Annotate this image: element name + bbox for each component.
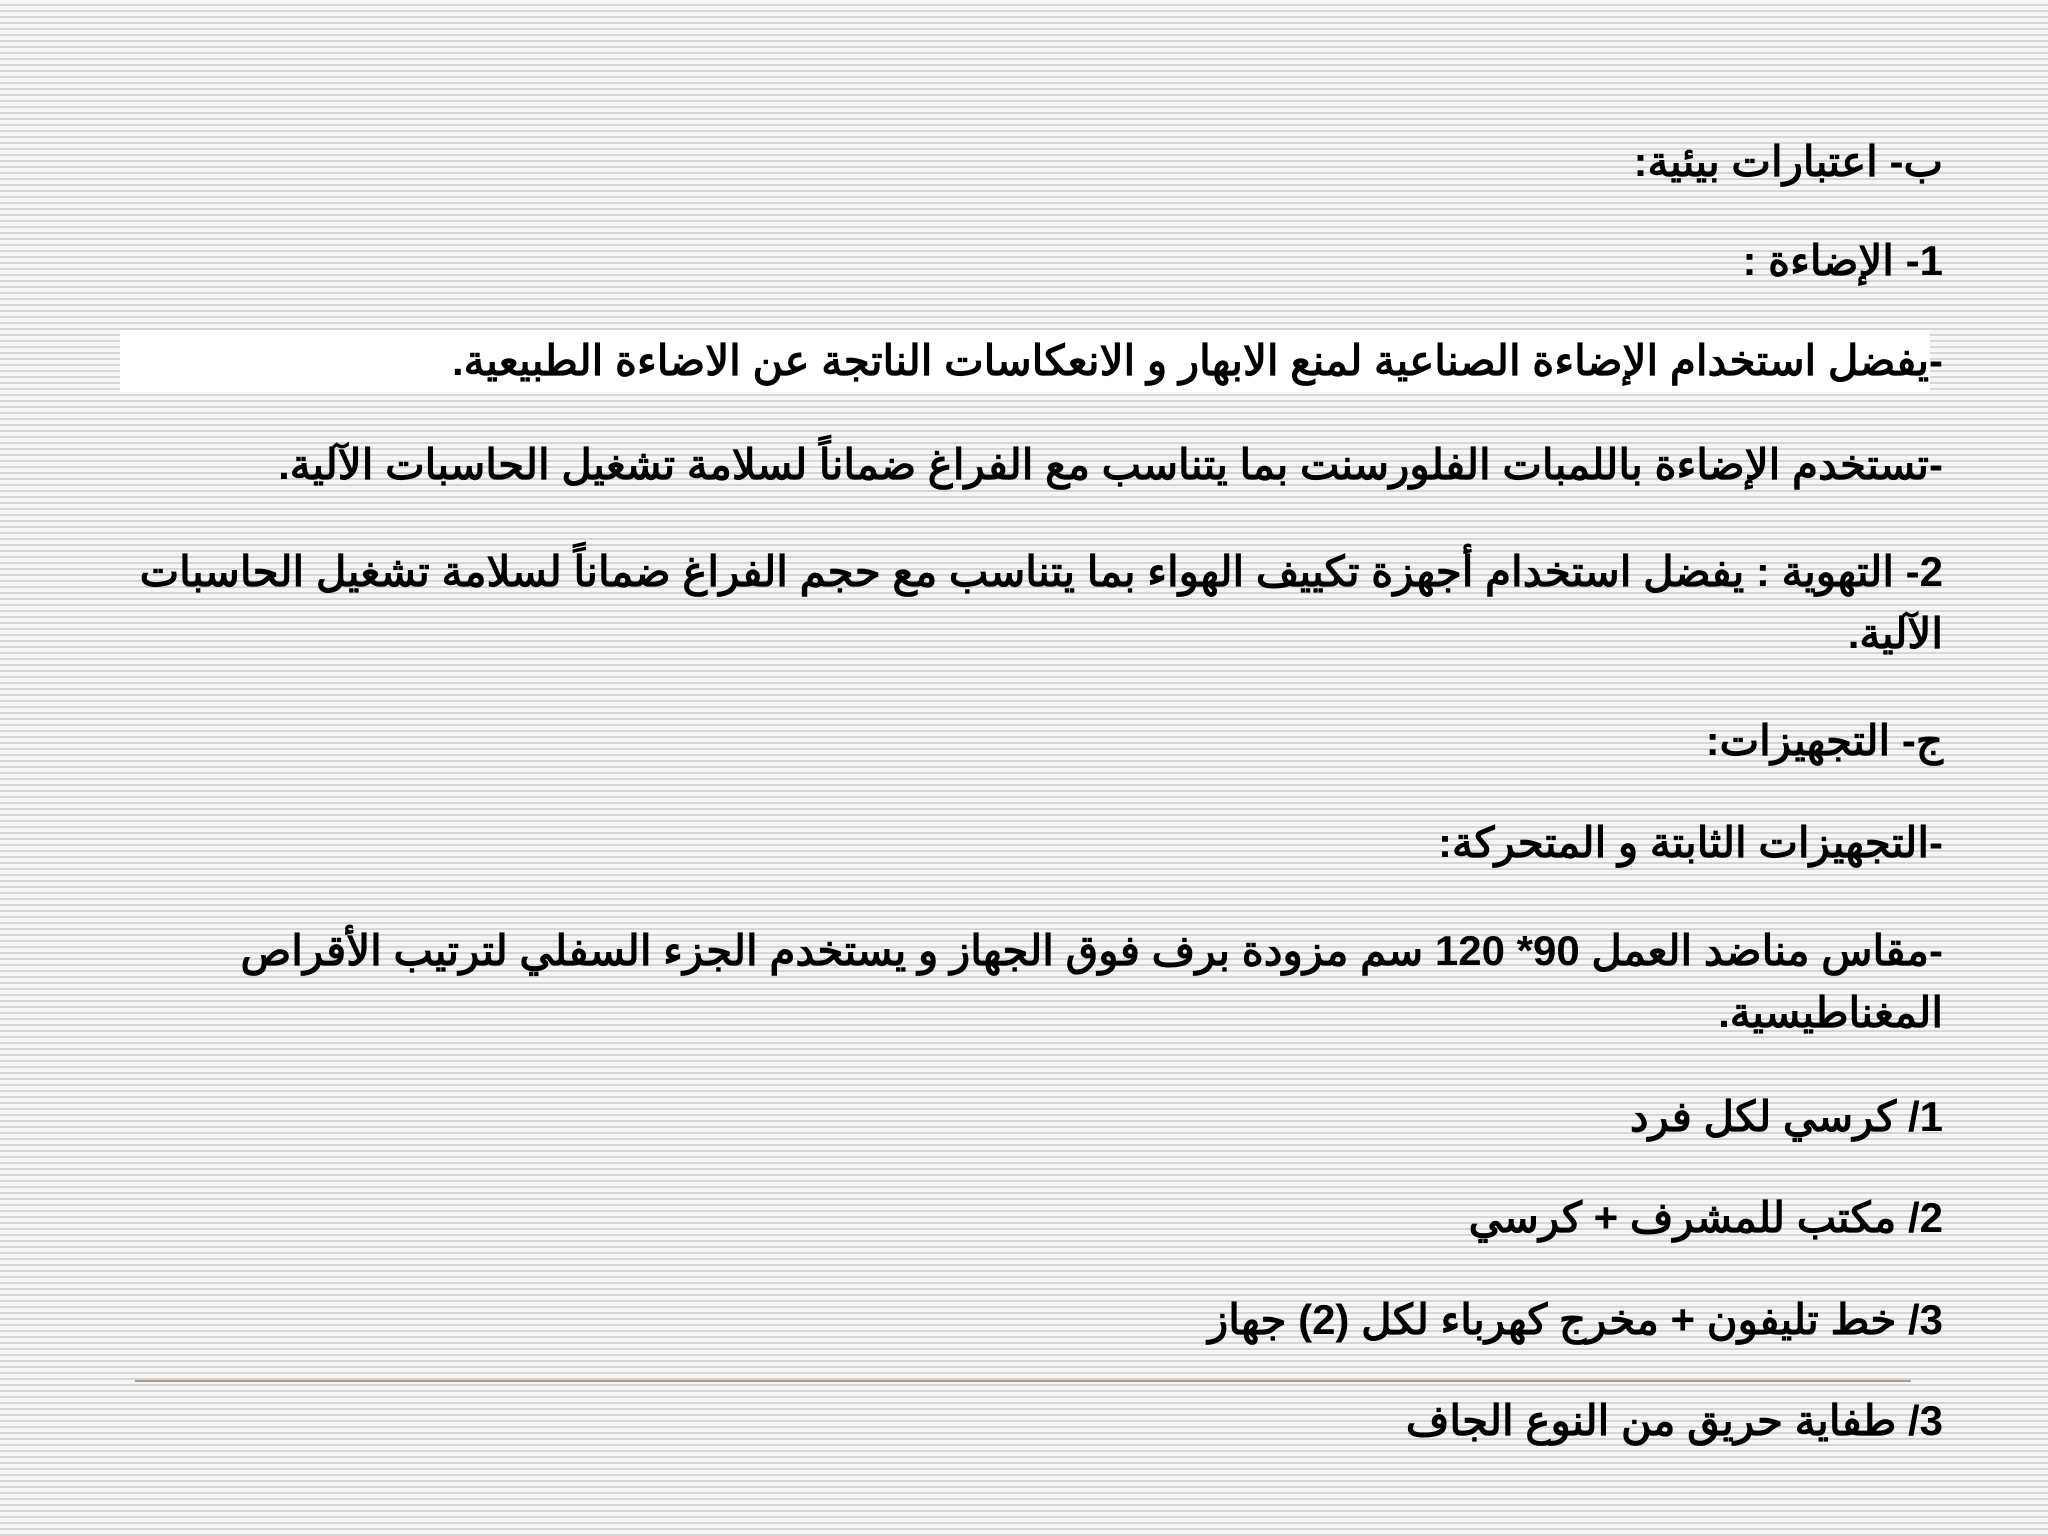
list-item-chair: 1/ كرسي لكل فرد <box>1629 1093 1943 1140</box>
equipment-fixed-mobile: -التجهيزات الثابتة و المتحركة: <box>1438 819 1943 866</box>
heading-environmental: ب- اعتبارات بيئية: <box>1633 138 1943 185</box>
heading-equipment: ج- التجهيزات: <box>1705 717 1943 764</box>
lighting-item-artificial: -يفضل استخدام الإضاءة الصناعية لمنع الابهار و الانعكاسات الناتجة عن الاضاءة الطبيعية. <box>451 337 1943 384</box>
ventilation-paragraph: 2- التهوية : يفضل استخدام أجهزة تكييف الهواء بما يتناسب مع حجم الفراغ ضماناً لسلامة تشغيل الحاسبات الآلية. <box>139 548 1943 657</box>
list-item-fire-extinguisher: 3/ طفاية حريق من النوع الجاف <box>1405 1397 1943 1444</box>
list-item-phone-power: 3/ خط تليفون + مخرج كهرباء لكل (2) جهاز <box>1208 1296 1943 1343</box>
divider-line <box>135 1380 1911 1382</box>
workbench-size-paragraph: -مقاس مناضد العمل 90* 120 سم مزودة برف فوق الجهاز و يستخدم الجزء السفلي لترتيب الأقراص المغناطيسية. <box>240 927 1943 1036</box>
lighting-item-fluorescent: -تستخدم الإضاءة باللمبات الفلورسنت بما يتناسب مع الفراغ ضماناً لسلامة تشغيل الحاسبات الآلية. <box>278 441 1943 488</box>
lighting-title: 1- الإضاءة : <box>1742 237 1943 284</box>
list-item-supervisor-desk: 2/ مكتب للمشرف + كرسي <box>1468 1194 1943 1241</box>
